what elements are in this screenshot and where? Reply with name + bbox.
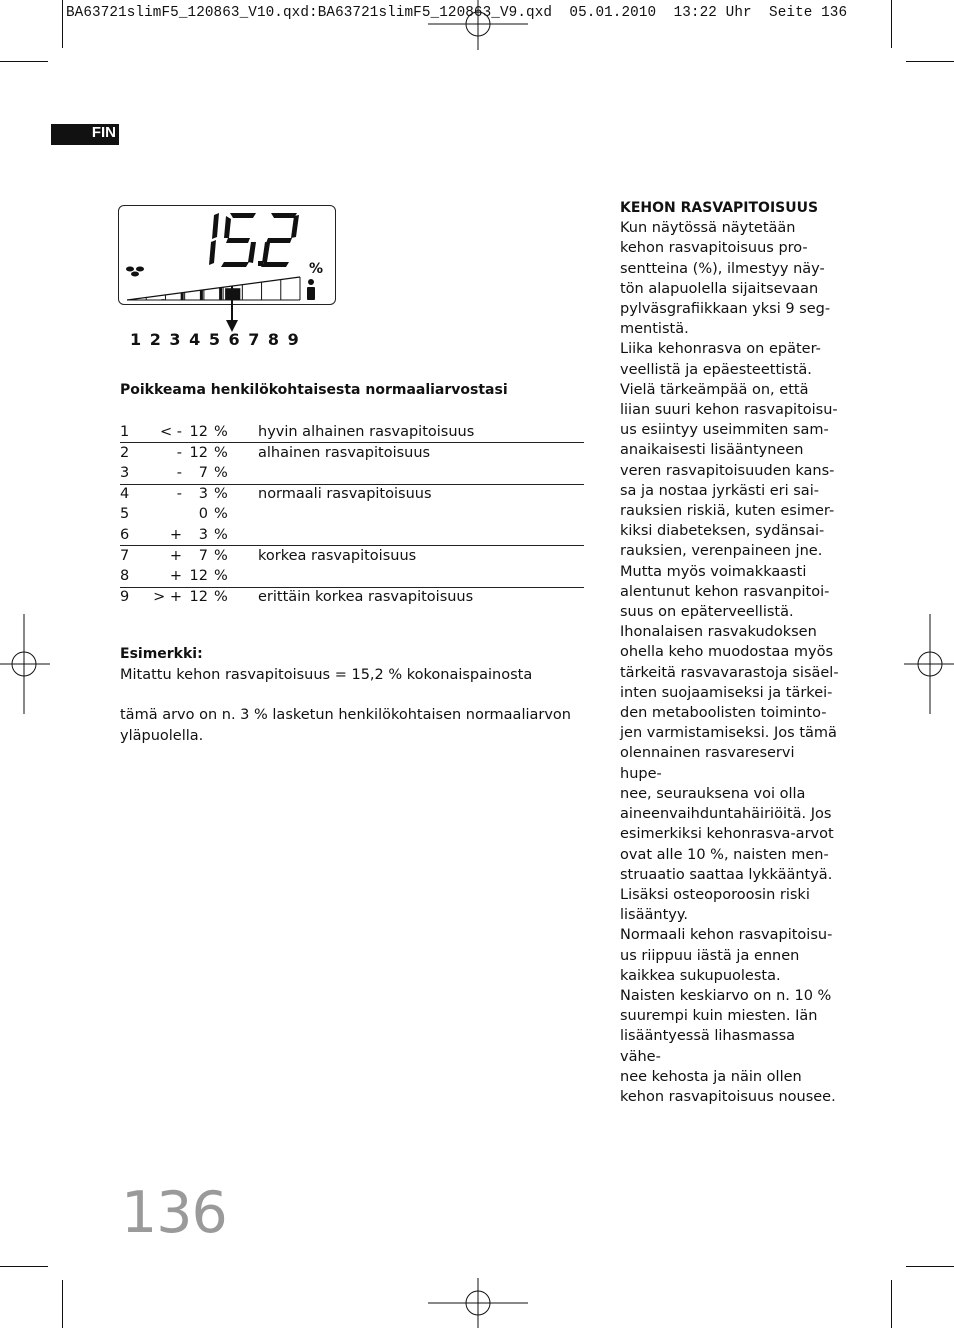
registration-mark-top	[428, 0, 528, 50]
body-text-line: Lisäksi osteoporoosin riski	[620, 886, 810, 903]
body-text-line: nee kehosta ja näin ollen	[620, 1068, 802, 1085]
row-number: 2	[120, 443, 150, 464]
row-number: 4	[120, 484, 150, 505]
body-text-line: sentteina (%), ilmestyy näy-	[620, 260, 825, 277]
body-text-line: Naisten keskiarvo on n. 10 %	[620, 987, 832, 1004]
row-number: 7	[120, 546, 150, 567]
body-text-line: suus on epäterveellistä.	[620, 604, 794, 621]
row-operator: +	[169, 567, 182, 584]
body-text-line: liian suuri kehon rasvapitoisu-	[620, 402, 838, 419]
row-unit: %	[214, 423, 228, 440]
body-text-line: lisääntyessä lihasmassa vähe-	[620, 1028, 796, 1065]
body-text-line: veellistä ja epäesteettistä.	[620, 361, 812, 378]
row-description	[258, 505, 584, 525]
bar-segment	[199, 290, 202, 300]
row-number: 5	[120, 506, 130, 523]
body-text-line: pylväsgrafiikkaan yksi 9 seg-	[620, 301, 831, 318]
row-number: 8	[120, 567, 130, 584]
body-text-line: rauksien, verenpaineen jne.	[620, 543, 823, 560]
person-icon	[307, 279, 315, 300]
row-number: 9	[120, 587, 150, 608]
deviation-row	[120, 484, 584, 505]
body-text-line: sa ja nostaa jyrkästi eri sai-	[620, 482, 819, 499]
row-value: 3	[198, 526, 208, 543]
row-value: 7	[198, 464, 208, 481]
row-unit: %	[214, 567, 228, 584]
body-text-line: anaikaisesti lisääntyneen	[620, 442, 804, 459]
row-unit: %	[208, 484, 258, 505]
row-description: alhainen rasvapitoisuus	[258, 443, 584, 464]
body-text-line: ohella keho muodostaa myös	[620, 644, 834, 661]
body-text-line: esimerkiksi kehonrasva-arvot	[620, 826, 834, 843]
row-number: 3	[120, 464, 130, 481]
body-text-line: struaatio saattaa lykkääntyä.	[620, 866, 833, 883]
deviation-title: Poikkeama henkilökohtaisesta normaaliarvostasi	[120, 382, 508, 398]
row-value: 12	[186, 587, 208, 608]
segment-pointer-arrow	[224, 286, 240, 334]
deviation-row	[120, 546, 584, 567]
lcd-reading-digits	[209, 213, 299, 267]
row-operator: < -	[160, 423, 182, 440]
deviation-row	[120, 525, 584, 546]
row-description: normaali rasvapitoisuus	[258, 484, 584, 505]
body-text-line: nee, seurauksena voi olla	[620, 785, 806, 802]
body-text-line: kehon rasvapitoisuus pro-	[620, 240, 808, 257]
lcd-indicator-icon	[126, 266, 144, 276]
body-text-line: rauksien riskiä, kuten esimer-	[620, 503, 835, 520]
row-value: 0	[198, 506, 208, 523]
body-text-line: alentunut kehon rasvanpitoi-	[620, 583, 830, 600]
row-operator	[150, 505, 186, 525]
row-description	[258, 566, 584, 587]
body-text-line: lisääntyy.	[620, 907, 688, 924]
deviation-row	[120, 463, 584, 484]
row-value: 7	[186, 546, 208, 567]
body-text-line: veren rasvapitoisuuden kans-	[620, 462, 835, 479]
registration-mark-left	[0, 614, 50, 714]
body-text-line: inten suojaamiseksi ja tärkei-	[620, 684, 833, 701]
body-fat-title: KEHON RASVAPITOISUUS	[620, 200, 819, 216]
row-number: 6	[120, 526, 130, 543]
deviation-table	[120, 422, 584, 608]
row-operator: -	[150, 484, 186, 505]
example-line-1: Mitattu kehon rasvapitoisuus = 15,2 % kokonaispainosta	[120, 667, 533, 683]
row-unit: %	[214, 526, 228, 543]
body-text-line: jen varmistamiseksi. Jos tämä	[620, 725, 837, 742]
example-line-2: tämä arvo on n. 3 % lasketun henkilökohtaisen normaaliarvon	[120, 707, 571, 723]
row-operator: -	[176, 464, 182, 481]
body-text-line: kaikkea sukupuolesta.	[620, 967, 781, 984]
row-number: 1	[120, 423, 130, 440]
deviation-row	[120, 566, 584, 587]
row-operator: -	[150, 443, 186, 464]
body-text-line: mentistä.	[620, 321, 689, 338]
body-text-line: ovat alle 10 %, naisten men-	[620, 846, 829, 863]
row-unit: %	[214, 506, 228, 523]
registration-mark-right	[904, 614, 954, 714]
deviation-row	[120, 587, 584, 608]
row-operator: +	[150, 546, 186, 567]
body-text-line: Liika kehonrasva on epäter-	[620, 341, 821, 358]
row-value: 12	[189, 567, 208, 584]
bar-segment	[219, 287, 222, 300]
row-unit: %	[208, 587, 258, 608]
body-text-line: Mutta myös voimakkaasti	[620, 563, 807, 580]
registration-mark-bottom	[428, 1278, 528, 1328]
row-operator: > +	[150, 587, 186, 608]
language-tab: FIN	[51, 124, 119, 145]
row-value: 12	[186, 443, 208, 464]
deviation-row	[120, 505, 584, 525]
row-description: hyvin alhainen rasvapitoisuus	[258, 423, 475, 440]
body-text-line: kehon rasvapitoisuus nousee.	[620, 1088, 836, 1105]
body-text-line: tärkeitä rasvavarastoja sisäel-	[620, 664, 839, 681]
bar-segment	[180, 292, 183, 299]
body-text-line: suurempi kuin miesten. Iän	[620, 1008, 818, 1025]
row-operator: +	[169, 526, 182, 543]
print-header: BA63721slimF5_120863_V10.qxd:BA63721slimF5_120863_V9.qxd 05.01.2010 13:22 Uhr Seite 136	[66, 5, 848, 21]
body-text-line: den metaboolisten toiminto-	[620, 705, 827, 722]
lcd-unit: %	[309, 261, 324, 277]
body-text-line: kiksi diabeteksen, sydänsai-	[620, 523, 825, 540]
row-value: 12	[189, 423, 208, 440]
row-description: korkea rasvapitoisuus	[258, 546, 584, 567]
body-text-line: us esiintyy useimmiten sam-	[620, 422, 829, 439]
body-text-line: Vielä tärkeämpää on, että	[620, 381, 809, 398]
row-value: 3	[186, 484, 208, 505]
body-text-line: olennainen rasvareservi hupe-	[620, 745, 795, 782]
deviation-row	[120, 422, 584, 443]
row-description: erittäin korkea rasvapitoisuus	[258, 587, 584, 608]
body-text-line: Normaali kehon rasvapitoisu-	[620, 927, 833, 944]
body-text-line: aineenvaihduntahäiriöitä. Jos	[620, 806, 832, 823]
row-description	[258, 463, 584, 484]
scale-numbers: 1 2 3 4 5 6 7 8 9	[130, 330, 300, 349]
body-text-line: Ihonalaisen rasvakudoksen	[620, 624, 817, 641]
body-fat-section	[620, 198, 840, 1107]
body-text-line: us riippuu iästä ja ennen	[620, 947, 800, 964]
page-number: 136	[121, 1180, 227, 1246]
row-description	[258, 525, 584, 546]
row-unit: %	[208, 443, 258, 464]
body-text-line: tön alapuolella sijaitsevaan	[620, 280, 819, 297]
body-text-line: Kun näytössä näytetään	[620, 220, 796, 237]
lcd-bar-graph	[127, 277, 300, 300]
deviation-row	[120, 443, 584, 464]
row-unit: %	[208, 546, 258, 567]
example-line-3: yläpuolella.	[120, 728, 204, 744]
row-unit: %	[214, 464, 228, 481]
example-title: Esimerkki:	[120, 646, 203, 662]
